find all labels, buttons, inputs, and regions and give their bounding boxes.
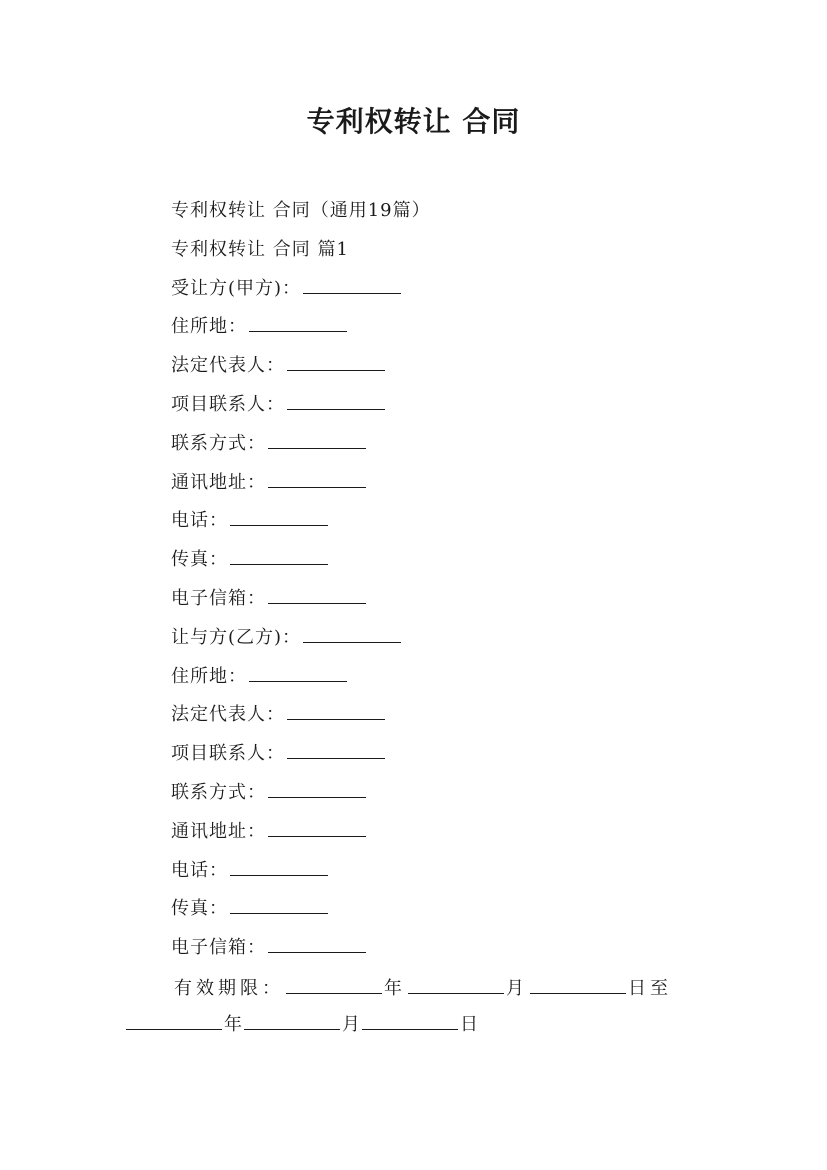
party-b-field (171, 658, 711, 697)
party-b-label-line (171, 619, 711, 658)
party-a-label-line (171, 270, 711, 309)
blank-line (362, 1028, 458, 1030)
party-b-label: 让与方(乙方)： (171, 626, 302, 648)
field-label: 住所地： (171, 316, 247, 338)
validity-row-start (124, 971, 714, 1007)
blank-line (249, 330, 347, 332)
blank-line (244, 1028, 340, 1030)
validity-period (124, 971, 714, 1043)
blank-line (268, 602, 366, 604)
blank-line (286, 992, 382, 994)
party-a-field (171, 464, 711, 503)
month-label: 月 (342, 1014, 360, 1035)
blank-line (230, 563, 328, 565)
blank-line (249, 680, 347, 682)
day-label: 日 (460, 1014, 478, 1035)
blank-line (268, 486, 366, 488)
document-body (171, 192, 711, 968)
party-b-field (171, 890, 711, 929)
blank-line (268, 835, 366, 837)
field-label: 项目联系人： (171, 743, 285, 765)
party-a-field (171, 541, 711, 580)
blank-line (126, 1028, 222, 1030)
party-b-field (171, 735, 711, 774)
field-label: 项目联系人： (171, 393, 285, 415)
field-label: 传真： (171, 549, 228, 571)
party-b-field (171, 929, 711, 968)
field-label: 法定代表人： (171, 704, 285, 726)
field-label: 联系方式： (171, 432, 266, 454)
party-b-field (171, 696, 711, 735)
field-label: 电子信箱： (171, 937, 266, 959)
blank-line (230, 874, 328, 876)
field-label: 通讯地址： (171, 471, 266, 493)
party-a-field (171, 347, 711, 386)
party-a-label: 受让方(甲方)： (171, 277, 302, 299)
party-a-field (171, 425, 711, 464)
blank-line (287, 408, 385, 410)
blank-line (530, 992, 626, 994)
section-heading: 专利权转让 合同 篇1 (171, 238, 349, 260)
validity-label: 有效期限： (174, 978, 284, 999)
blank-line (268, 447, 366, 449)
subtitle: 专利权转让 合同（通用19篇） (171, 200, 431, 221)
party-b-field (171, 813, 711, 852)
blank-line (268, 951, 366, 953)
year-label: 年 (224, 1014, 242, 1035)
blank-line (303, 641, 401, 643)
party-b-field (171, 774, 711, 813)
party-a-field (171, 386, 711, 425)
field-label: 电话： (171, 859, 228, 881)
field-label: 电话： (171, 510, 228, 532)
day-to-label: 日至 (628, 978, 672, 999)
year-label: 年 (384, 978, 406, 999)
blank-line (230, 524, 328, 526)
field-label: 法定代表人： (171, 355, 285, 377)
field-label: 传真： (171, 898, 228, 920)
party-a-field (171, 580, 711, 619)
document-title: 专利权转让 合同 (306, 105, 521, 138)
month-label: 月 (506, 978, 528, 999)
validity-row-end (124, 1007, 714, 1043)
party-b-field (171, 852, 711, 891)
field-label: 联系方式： (171, 781, 266, 803)
blank-line (230, 912, 328, 914)
party-a-field (171, 308, 711, 347)
field-label: 通讯地址： (171, 820, 266, 842)
blank-line (268, 796, 366, 798)
blank-line (287, 718, 385, 720)
party-a-field (171, 502, 711, 541)
field-label: 电子信箱： (171, 587, 266, 609)
blank-line (287, 757, 385, 759)
blank-line (408, 992, 504, 994)
blank-line (303, 292, 401, 294)
field-label: 住所地： (171, 665, 247, 687)
blank-line (287, 369, 385, 371)
